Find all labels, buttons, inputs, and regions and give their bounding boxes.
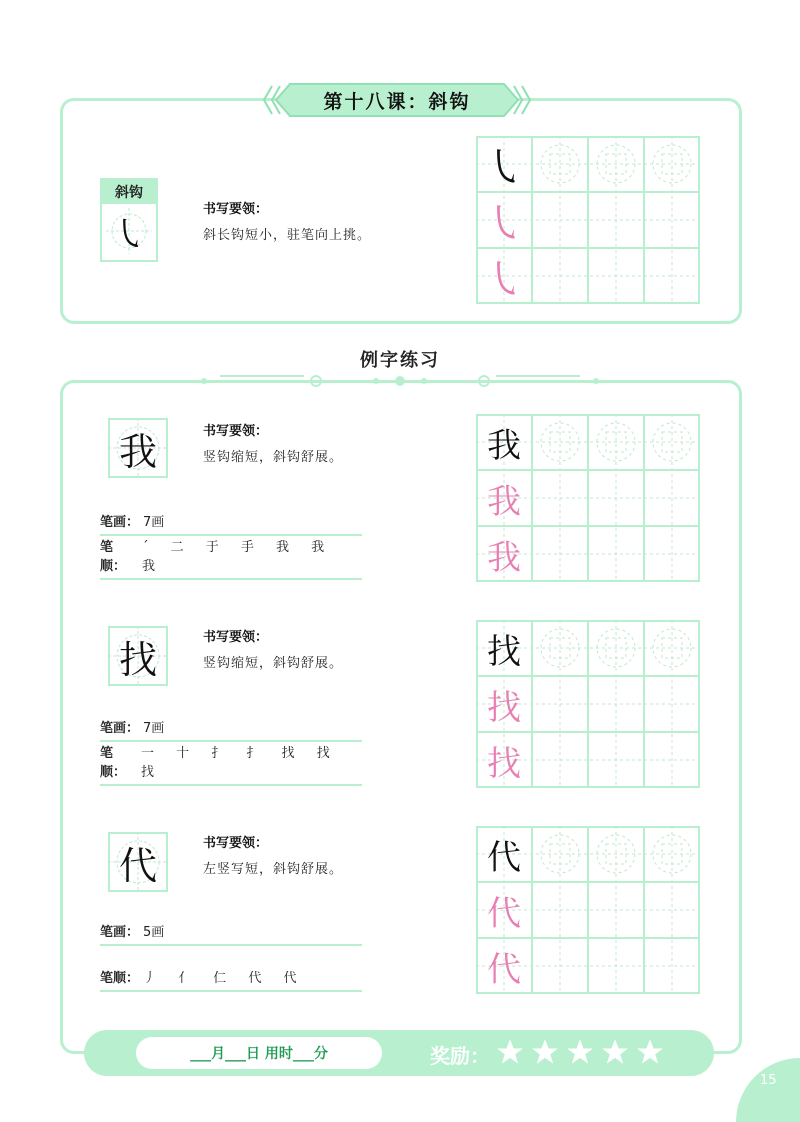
strokes-label: 笔画： [100, 515, 140, 530]
stroke-glyph: ㇂ [112, 214, 146, 255]
example-trace-char: 代 [487, 949, 521, 990]
example-tip-label: 书写要领： [203, 424, 269, 439]
example-order-line [100, 746, 362, 786]
example-char: 找 [118, 637, 157, 682]
lesson-title-container [262, 82, 532, 118]
lesson-tip-text: 斜长钩短小，驻笔向上挑。 [203, 228, 372, 243]
lesson-tip-label: 书写要领： [203, 202, 269, 217]
example-model-char: 代 [487, 837, 521, 878]
reward-star-icon[interactable] [601, 1038, 629, 1066]
example-trace-char: 我 [487, 537, 521, 578]
example-strokes-line [100, 718, 362, 742]
example-char: 我 [118, 429, 157, 474]
example-tip-text: 竖钩缩短，斜钩舒展。 [203, 450, 344, 465]
order-label: 笔顺： [100, 746, 127, 780]
example-order-line [100, 968, 362, 992]
example-char: 代 [118, 843, 157, 888]
reward-star-icon[interactable] [496, 1038, 524, 1066]
lesson-trace-glyph: ㇂ [484, 256, 524, 303]
reward-star-icon[interactable] [636, 1038, 664, 1066]
example-tip-label: 书写要领： [203, 836, 269, 851]
example-tip-label: 书写要领： [203, 630, 269, 645]
example-strokes-line [100, 922, 362, 946]
section-title: 例字练习 [360, 350, 440, 371]
lesson-title: 第十八课：斜钩 [323, 90, 471, 113]
reward-star-icon[interactable] [531, 1038, 559, 1066]
order-value: ˊ 二 于 手 我 我 我 [141, 540, 334, 574]
page-number-tab [736, 1058, 800, 1122]
example-model-char: 找 [487, 631, 521, 672]
strokes-label: 笔画： [100, 925, 140, 940]
strokes-value: 7画 [143, 515, 165, 530]
stroke-card [100, 178, 158, 262]
order-label: 笔顺： [100, 971, 140, 986]
reward-label: 奖励： [430, 1044, 490, 1068]
example-strokes-line [100, 512, 362, 536]
example-order-line [100, 540, 362, 580]
example-trace-char: 找 [487, 687, 521, 728]
example-trace-char: 我 [487, 481, 521, 522]
lesson-trace-glyph: ㇂ [484, 200, 524, 247]
strokes-value: 7画 [143, 721, 165, 736]
example-model-char: 我 [487, 425, 521, 466]
example-tip-text: 竖钩缩短，斜钩舒展。 [203, 656, 344, 671]
order-value: 丿 亻 仁 代 代 [143, 971, 306, 986]
example-trace-char: 找 [487, 743, 521, 784]
stroke-name: 斜钩 [102, 180, 156, 204]
page-number: 15 [760, 1073, 777, 1088]
date-time-field[interactable]: ___月___日 用时___分 [136, 1037, 382, 1069]
order-label: 笔顺： [100, 540, 127, 574]
example-tip-text: 左竖写短，斜钩舒展。 [203, 862, 344, 877]
strokes-label: 笔画： [100, 721, 140, 736]
reward-star-icon[interactable] [566, 1038, 594, 1066]
strokes-value: 5画 [143, 925, 165, 940]
example-trace-char: 代 [487, 893, 521, 934]
lesson-model-glyph: ㇂ [484, 144, 524, 191]
order-value: 一 十 扌 扌 找 找 找 [141, 746, 339, 780]
